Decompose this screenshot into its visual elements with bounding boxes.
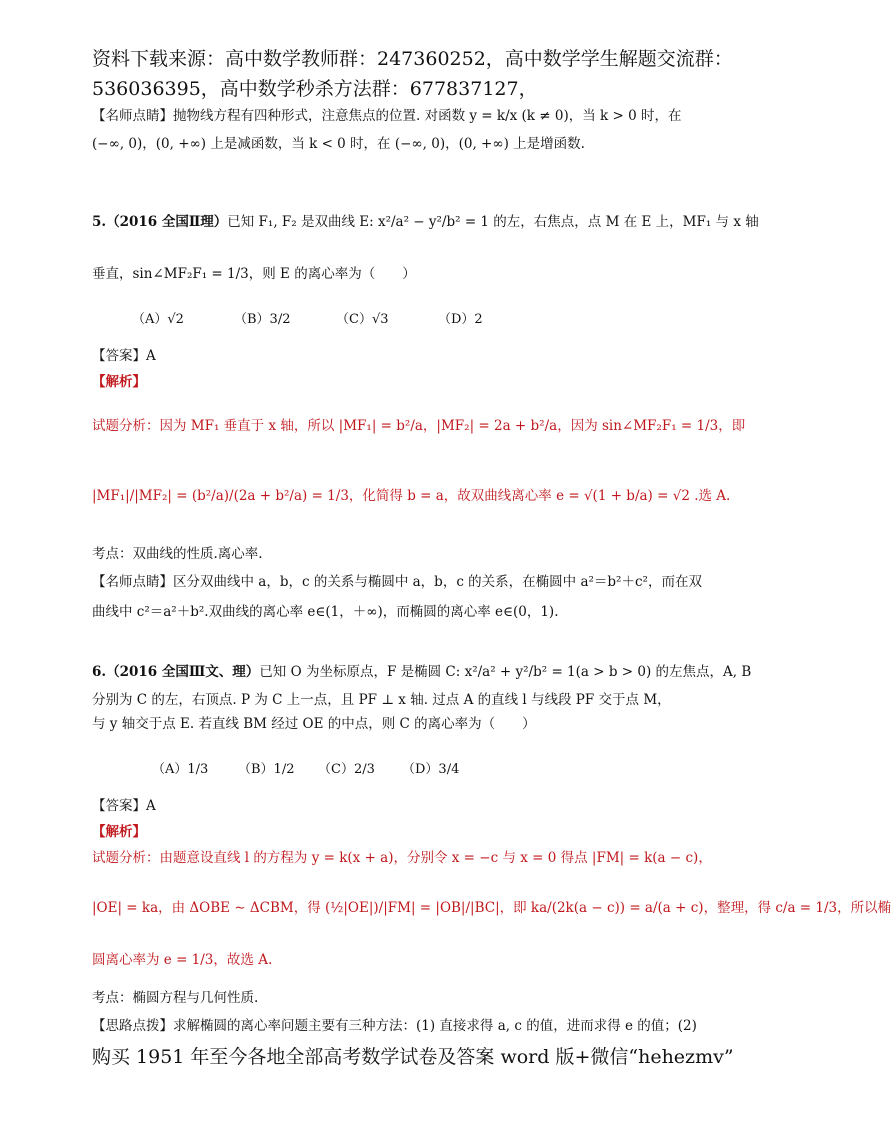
q6-text-1: 已知 O 为坐标原点，F 是椭圆 C: x²/a² + y²/b² = 1(a > b > 0) 的左焦点，A, B [259, 664, 752, 680]
q6-line-2: 分别为 C 的左，右顶点. P 为 C 上一点，且 PF ⊥ x 轴. 过点 A 的直线 l 与线段 PF 交于点 M， [92, 692, 671, 708]
tip1-label: 【名师点睛】 [92, 108, 173, 124]
q6-tip-text-1: 求解椭圆的离心率问题主要有三种方法：(1) 直接求得 a, c 的值，进而求得 e 的值；(2) [173, 1018, 697, 1034]
q6-kaodian: 考点：椭圆方程与几何性质. [92, 990, 259, 1006]
q6-line-3: 与 y 轴交于点 E. 若直线 BM 经过 OE 的中点，则 C 的离心率为（ ） [92, 716, 536, 732]
q5-option-b: （B）3/2 [234, 312, 291, 327]
q6-option-b: （B）1/2 [238, 762, 295, 777]
q6-option-c: （C）2/3 [318, 762, 375, 777]
q5-line-2: 垂直，sin∠MF₂F₁ = 1/3，则 E 的离心率为（ ） [92, 266, 416, 282]
q5-option-a: （A）√2 [132, 312, 184, 327]
tip1-line-2: (−∞, 0)，(0, +∞) 上是减函数，当 k < 0 时，在 (−∞, 0)，(0, +∞) 上是增函数. [92, 136, 585, 152]
tip1-text-1: 抛物线方程有四种形式，注意焦点的位置. 对函数 y = k/x (k ≠ 0)，当 k > 0 时，在 [173, 108, 682, 124]
q5-text-1: 已知 F₁, F₂ 是双曲线 E: x²/a² − y²/b² = 1 的左，右焦点，点 M 在 E 上，MF₁ 与 x 轴 [227, 214, 759, 230]
header-line-2: 536036395，高中数学秒杀方法群：677837127， [92, 78, 538, 100]
q5-option-d: （D）2 [438, 312, 483, 327]
q5-tip-text-1: 区分双曲线中 a，b，c 的关系与椭圆中 a，b，c 的关系，在椭圆中 a²＝b²＋c²，而在双 [173, 574, 702, 590]
q5-answer: 【答案】A [92, 348, 156, 364]
q6-analysis-line-1: 试题分析：由题意设直线 l 的方程为 y = k(x + a)，分别令 x = −c 与 x = 0 得点 |FM| = k(a − c)， [92, 850, 712, 866]
q6-option-a: （A）1/3 [152, 762, 209, 777]
q5-number: 5.（2016 全国Ⅱ理） [92, 214, 228, 230]
footer-line: 购买 1951 年至今各地全部高考数学试卷及答案 word 版+微信“hehezmv” [92, 1046, 734, 1068]
q5-option-c: （C）√3 [336, 312, 389, 327]
q6-tip-line-1 [92, 1016, 704, 1036]
tip1-line-1 [92, 106, 704, 126]
q6-analysis-line-3: 圆离心率为 e = 1/3，故选 A. [92, 952, 273, 968]
q5-tip-line-2: 曲线中 c²＝a²＋b².双曲线的离心率 e∈(1，＋∞)，而椭圆的离心率 e∈(0，1). [92, 604, 559, 620]
q5-jiexi-label: 【解析】 [92, 374, 146, 390]
q5-analysis-line-2: |MF₁|/|MF₂| = (b²/a)/(2a + b²/a) = 1/3，化简得 b = a，故双曲线离心率 e = √(1 + b/a) = √2 .选 A. [92, 488, 731, 504]
q6-analysis-line-2: |OE| = ka，由 ΔOBE ∼ ΔCBM，得 (½|OE|)/|FM| = |OB|/|BC|，即 ka/(2k(a − c)) = a/(a + c)，整理，得 c/a = 1/3，所以椭 [92, 900, 891, 916]
q5-tip-line-1 [92, 572, 704, 592]
q6-number: 6.（2016 全国Ⅲ文、理） [92, 664, 260, 680]
q6-option-d: （D）3/4 [402, 762, 460, 777]
q5-analysis-line-1: 试题分析：因为 MF₁ 垂直于 x 轴，所以 |MF₁| = b²/a，|MF₂| = 2a + b²/a，因为 sin∠MF₂F₁ = 1/3，即 [92, 418, 746, 434]
q5-tip-label: 【名师点睛】 [92, 574, 173, 590]
q5-line-1 [92, 212, 759, 232]
q6-answer: 【答案】A [92, 798, 156, 814]
q5-kaodian: 考点：双曲线的性质.离心率. [92, 546, 263, 562]
q6-tip-label: 【思路点拨】 [92, 1018, 173, 1034]
q6-jiexi-label: 【解析】 [92, 824, 146, 840]
q6-line-1 [92, 662, 752, 682]
header-line-1: 资料下载来源：高中数学教师群：247360252，高中数学学生解题交流群： [92, 48, 733, 70]
